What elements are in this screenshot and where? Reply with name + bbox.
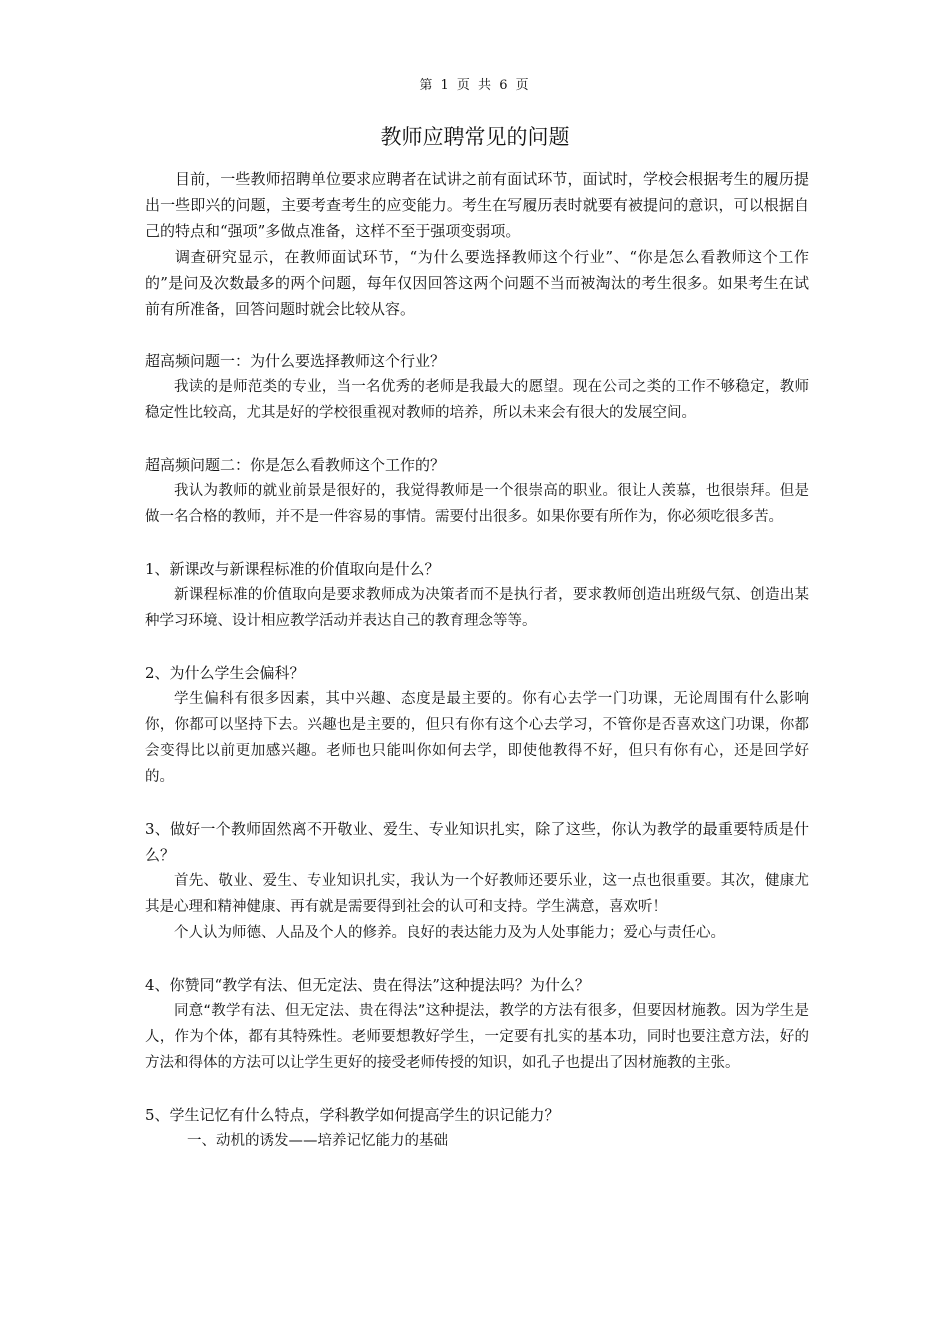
intro-paragraph: 调查研究显示，在教师面试环节，“为什么要选择教师这个行业”、“你是怎么看教师这个工作的”是问及次数最多的两个问题，每年仅因回答这两个问题不当而被淘汰的考生很多。如果考生在试前有所准备，回答问题时就会比较从容。 — [145, 248, 809, 318]
subsection-heading: 一、动机的诱发——培养记忆能力的基础 — [187, 1133, 448, 1149]
answer-paragraph: 个人认为师德、人品及个人的修养。良好的表达能力及为人处事能力；爱心与责任心。 — [174, 925, 725, 941]
question-heading: 2、为什么学生会偏科？ — [145, 664, 305, 682]
question-heading: 4、你赞同“教学有法、但无定法、贵在得法”这种提法吗？为什么？ — [145, 976, 590, 994]
question-heading: 超高频问题一：为什么要选择教师这个行业？ — [145, 352, 446, 370]
document-title: 教师应聘常见的问题 — [380, 125, 570, 149]
answer-paragraph: 新课程标准的价值取向是要求教师成为决策者而不是执行者，要求教师创造出班级气氛、创造出某种学习环境、设计相应教学活动并表达自己的教育理念等等。 — [145, 587, 809, 629]
answer-paragraph: 学生偏科有很多因素，其中兴趣、态度是最主要的。你有心去学一门功课，无论周围有什么影响你，你都可以坚持下去。兴趣也是主要的，但只有你有这个心去学习，不管你是否喜欢这门功课，你都会变得比以前更加感兴趣。老师也只能叫你如何去学，即使他教得不好，但只有你有心，还是回学好的。 — [145, 691, 809, 785]
question-heading: 3、做好一个教师固然离不开敬业、爱生、专业知识扎实，除了这些，你认为教学的最重要特质是什么？ — [145, 820, 809, 864]
answer-paragraph: 我认为教师的就业前景是很好的，我觉得教师是一个很崇高的职业。很让人羡慕，也很崇拜。但是做一名合格的教师，并不是一件容易的事情。需要付出很多。如果你要有所作为，你必须吃很多苦。 — [145, 483, 809, 525]
document-body — [145, 166, 809, 1154]
answer-paragraph: 我读的是师范类的专业，当一名优秀的老师是我最大的愿望。现在公司之类的工作不够稳定，教师稳定性比较高，尤其是好的学校很重视对教师的培养，所以未来会有很大的发展空间。 — [145, 379, 809, 421]
question-heading: 5、学生记忆有什么特点，学科教学如何提高学生的识记能力？ — [145, 1106, 560, 1124]
answer-paragraph: 同意“教学有法、但无定法、贵在得法”这种提法，教学的方法有很多，但要因材施教。因为学生是人，作为个体，都有其特殊性。老师要想教好学生，一定要有扎实的基本功，同时也要注意方法，好的方法和得体的方法可以让学生更好的接受老师传授的知识，如孔子也提出了因材施教的主张。 — [145, 1003, 809, 1071]
question-heading: 1、新课改与新课程标准的价值取向是什么？ — [145, 560, 440, 578]
question-heading: 超高频问题二：你是怎么看教师这个工作的？ — [145, 456, 446, 474]
answer-paragraph: 首先、敬业、爱生、专业知识扎实，我认为一个好教师还要乐业，这一点也很重要。其次，健康尤其是心理和精神健康、再有就是需要得到社会的认可和支持。学生满意，喜欢听！ — [145, 873, 809, 915]
page-header: 第 1 页 共 6 页 — [419, 78, 531, 93]
intro-paragraph: 目前，一些教师招聘单位要求应聘者在试讲之前有面试环节，面试时，学校会根据考生的履历提出一些即兴的问题，主要考查考生的应变能力。考生在写履历表时就要有被提问的意识，可以根据自己的特点和“强项”多做点准备，这样不至于强项变弱项。 — [145, 170, 809, 240]
